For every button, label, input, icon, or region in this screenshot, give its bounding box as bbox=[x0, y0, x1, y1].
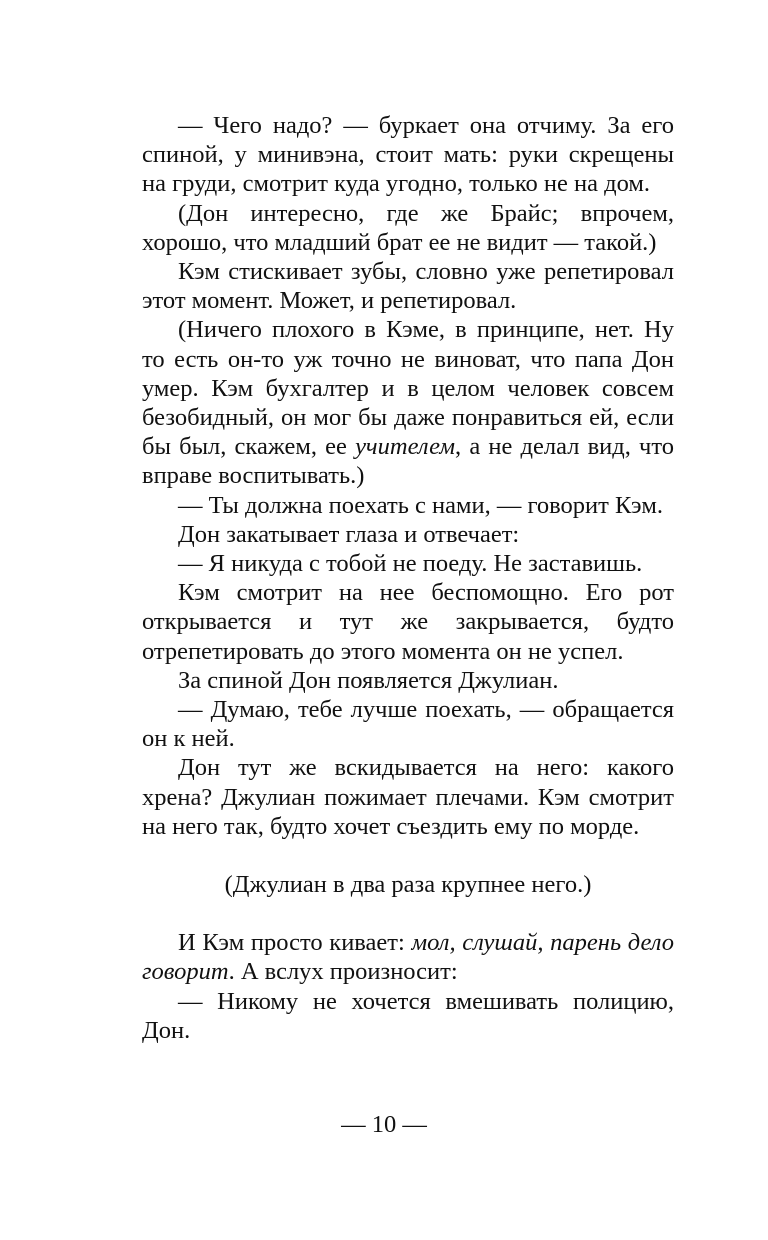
paragraph: (Дон интересно, где же Брайс; впрочем, хорошо, что младший брат ее не видит — такой.) bbox=[142, 199, 674, 256]
text-run: , а не делал вид, что вправе воспитывать.) bbox=[142, 433, 675, 490]
paragraph bbox=[142, 928, 674, 986]
page-number: — 10 — bbox=[341, 1111, 427, 1138]
paragraph: Кэм смотрит на нее беспомощно. Его рот открывается и тут же закрывается, будто отрепетировать до этого момента он не успел. bbox=[142, 579, 674, 665]
body-text bbox=[142, 111, 674, 1045]
paragraph: — Никому не хочется вмешивать полицию, Дон. bbox=[142, 987, 674, 1044]
paragraph: За спиной Дон появляется Джулиан. bbox=[178, 666, 559, 694]
paragraph: — Ты должна поехать с нами, — говорит Кэм. bbox=[178, 491, 663, 519]
paragraph: — Думаю, тебе лучше поехать, — обращается он к ней. bbox=[142, 696, 674, 753]
paragraph: — Я никуда с тобой не поеду. Не заставишь. bbox=[178, 550, 643, 578]
paragraph: — Чего надо? — буркает она отчиму. За его спиной, у минивэна, стоит мать: руки скрещены на груди, смотрит куда угодно, только не на дом. bbox=[142, 112, 674, 198]
paragraph bbox=[142, 315, 674, 490]
text-run: И Кэм просто кивает: bbox=[178, 929, 412, 957]
paragraph: Дон закатывает глаза и отвечает: bbox=[178, 520, 520, 548]
italic-emphasis: учителем bbox=[355, 433, 456, 461]
text-run: (Ничего плохого в Кэме, в принципе, нет. Ну то есть он-то уж точно не виноват, что папа Дон умер. Кэм бухгалтер и в целом человек совсем безобидный, он мог бы даже понравиться ей, если бы был, скажем, ее bbox=[142, 316, 674, 461]
italic-emphasis: мол, слушай, парень дело говорит bbox=[142, 929, 674, 986]
centered-aside: (Джулиан в два раза крупнее него.) bbox=[224, 871, 592, 899]
paragraph: Кэм стискивает зубы, словно уже репетировал этот момент. Может, и репетировал. bbox=[142, 258, 674, 315]
text-run: . А вслух произносит: bbox=[228, 958, 458, 986]
paragraph: Дон тут же вскидывается на него: какого хрена? Джулиан пожимает плечами. Кэм смотрит на него так, будто хочет съездить ему по морде. bbox=[142, 754, 674, 840]
